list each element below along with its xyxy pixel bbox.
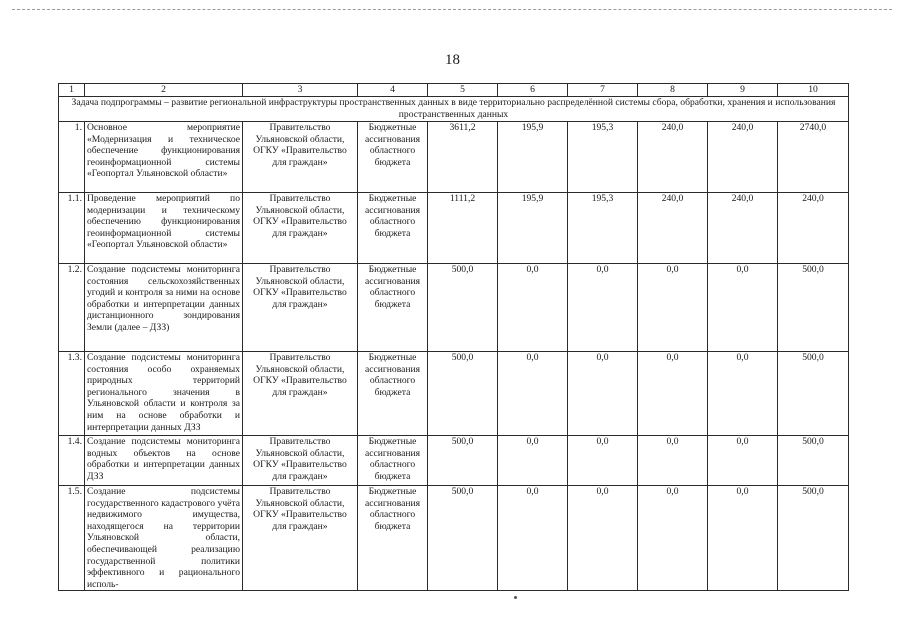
value-col10: 240,0: [778, 193, 849, 264]
activity-name: Проведение мероприятий по модернизации и техническому обеспечению функционирования геоинформационной системы «Геопортал Ульяновской области»: [85, 193, 243, 264]
executor: Правительство Ульяновской области, ОГКУ «Правительство для граждан»: [243, 264, 358, 352]
value-col9: 0,0: [708, 264, 778, 352]
value-col6: 195,9: [498, 193, 568, 264]
value-col6: 0,0: [498, 486, 568, 591]
value-col8: 0,0: [638, 436, 708, 486]
value-col10: 500,0: [778, 352, 849, 436]
table-row: [59, 264, 849, 352]
column-number: 2: [85, 84, 243, 97]
column-number: 6: [498, 84, 568, 97]
executor: Правительство Ульяновской области, ОГКУ «Правительство для граждан»: [243, 193, 358, 264]
column-number: 5: [428, 84, 498, 97]
value-col9: 0,0: [708, 486, 778, 591]
funding-source: Бюджетные ассигнования областного бюджета: [358, 122, 428, 193]
task-row: [59, 97, 849, 122]
top-dashed-rule: [12, 9, 892, 10]
value-col9: 0,0: [708, 352, 778, 436]
table-row: [59, 436, 849, 486]
value-col7: 0,0: [568, 352, 638, 436]
row-number: 1.1.: [59, 193, 85, 264]
table-row: [59, 352, 849, 436]
value-col8: 240,0: [638, 193, 708, 264]
value-col7: 0,0: [568, 486, 638, 591]
funding-source: Бюджетные ассигнования областного бюджета: [358, 436, 428, 486]
value-col5: 500,0: [428, 264, 498, 352]
value-col5: 500,0: [428, 436, 498, 486]
value-col10: 500,0: [778, 486, 849, 591]
table-row: [59, 193, 849, 264]
value-col8: 0,0: [638, 486, 708, 591]
value-col8: 0,0: [638, 264, 708, 352]
value-col7: 0,0: [568, 264, 638, 352]
executor: Правительство Ульяновской области, ОГКУ «Правительство для граждан»: [243, 122, 358, 193]
value-col6: 0,0: [498, 264, 568, 352]
value-col7: 195,3: [568, 193, 638, 264]
column-number: 1: [59, 84, 85, 97]
activity-name: Создание подсистемы мониторинга состояния сельскохозяйственных угодий и контроля за ними на основе обработки и интерпретации данных дистанционного зондирования Земли (далее – ДЗЗ): [85, 264, 243, 352]
funding-source: Бюджетные ассигнования областного бюджета: [358, 193, 428, 264]
task-title: Задача подпрограммы – развитие региональной инфраструктуры пространственных данных в виде территориально распределённой системы сбора, обработки, хранения и использования пространственных данных: [59, 97, 849, 122]
value-col6: 0,0: [498, 436, 568, 486]
column-number: 3: [243, 84, 358, 97]
column-number: 4: [358, 84, 428, 97]
value-col10: 2740,0: [778, 122, 849, 193]
column-number: 7: [568, 84, 638, 97]
row-number: 1.: [59, 122, 85, 193]
column-number: 8: [638, 84, 708, 97]
value-col8: 0,0: [638, 352, 708, 436]
row-number: 1.2.: [59, 264, 85, 352]
executor: Правительство Ульяновской области, ОГКУ «Правительство для граждан»: [243, 352, 358, 436]
value-col7: 0,0: [568, 436, 638, 486]
scan-speck: [514, 596, 517, 599]
value-col5: 500,0: [428, 352, 498, 436]
funding-source: Бюджетные ассигнования областного бюджета: [358, 486, 428, 591]
page-number: 18: [445, 52, 460, 68]
value-col9: 0,0: [708, 436, 778, 486]
activity-name: Создание подсистемы мониторинга состояния особо охраняемых природных территорий регионального значения в Ульяновской области и контроля за ним на основе обработки и интерпретации данных ДЗЗ: [85, 352, 243, 436]
table-row: [59, 486, 849, 591]
value-col6: 0,0: [498, 352, 568, 436]
value-col9: 240,0: [708, 122, 778, 193]
table-row: [59, 122, 849, 193]
value-col6: 195,9: [498, 122, 568, 193]
activity-name: Создание подсистемы мониторинга водных объектов на основе обработки и интерпретации данных ДЗЗ: [85, 436, 243, 486]
column-number-row: [59, 84, 849, 97]
funding-source: Бюджетные ассигнования областного бюджета: [358, 264, 428, 352]
executor: Правительство Ульяновской области, ОГКУ «Правительство для граждан»: [243, 436, 358, 486]
column-number: 9: [708, 84, 778, 97]
budget-table: [58, 83, 849, 591]
column-number: 10: [778, 84, 849, 97]
value-col8: 240,0: [638, 122, 708, 193]
value-col7: 195,3: [568, 122, 638, 193]
row-number: 1.3.: [59, 352, 85, 436]
value-col5: 3611,2: [428, 122, 498, 193]
row-number: 1.4.: [59, 436, 85, 486]
row-number: 1.5.: [59, 486, 85, 591]
value-col5: 500,0: [428, 486, 498, 591]
value-col10: 500,0: [778, 436, 849, 486]
value-col9: 240,0: [708, 193, 778, 264]
funding-source: Бюджетные ассигнования областного бюджета: [358, 352, 428, 436]
value-col5: 1111,2: [428, 193, 498, 264]
executor: Правительство Ульяновской области, ОГКУ «Правительство для граждан»: [243, 486, 358, 591]
activity-name: Основное мероприятие «Модернизация и техническое обеспечение функционирования геоинформационной системы «Геопортал Ульяновской области»: [85, 122, 243, 193]
value-col10: 500,0: [778, 264, 849, 352]
activity-name: Создание подсистемы государственного кадастрового учёта недвижимого имущества, находящегося на территории Ульяновской области, обеспечивающей реализацию государственной политики эффективного и рационального исполь-: [85, 486, 243, 591]
